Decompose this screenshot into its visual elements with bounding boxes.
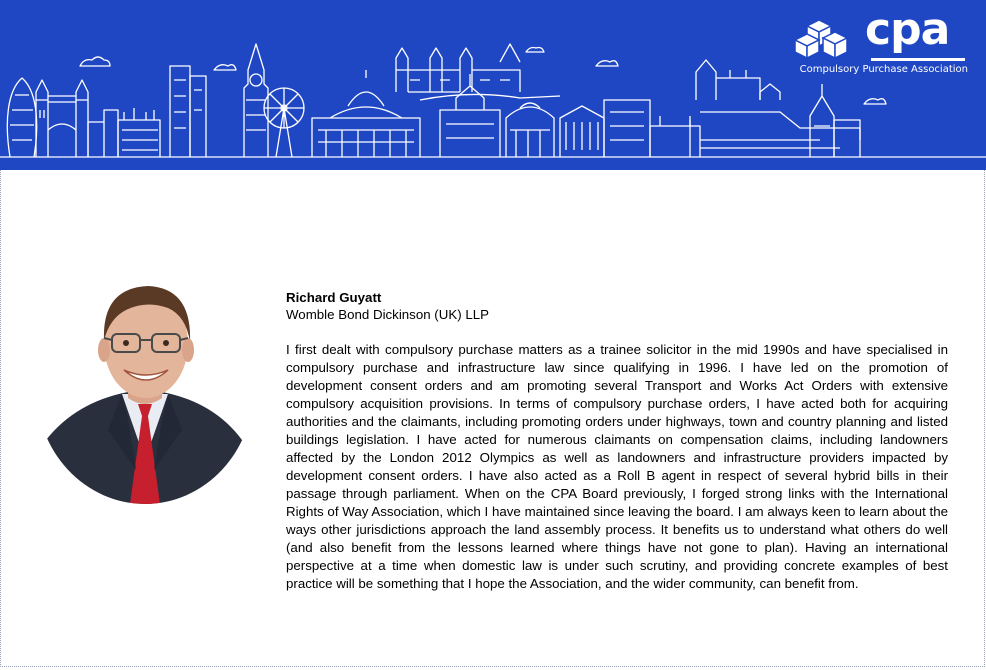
portrait-photo	[36, 270, 254, 504]
profile-firm: Womble Bond Dickinson (UK) LLP	[286, 307, 489, 322]
profile-name: Richard Guyatt	[286, 290, 382, 305]
header-banner	[0, 0, 986, 170]
profile-content	[286, 289, 948, 593]
profile-bio: I first dealt with compulsory purchase matters as a trainee solicitor in the mid 1990s and have specialised in compulsory purchase and infrastructure law since qualifying in 1996. I have led on the promotion of development consent orders and am promoting several Transport and Works Act Orders with extensive compulsory acquisition provisions. In terms of compulsory purchase orders, I have acted both for acquiring authorities and the claimants, including promoting orders under highways, town and country planning and listed buildings legislation. I have acted for numerous claimants on compensation claims, including landowners affected by the London 2012 Olympics as well as landowners and infrastructure providers impacted by development consent orders. I have also acted as a Roll B agent in respect of several hybrid bills in their passage through parliament. When on the CPA Board previously, I forged strong links with the International Rights of Way Association, which I have maintained since leaving the board. I am always keen to learn about the ways other jurisdictions approach the land assembly process. It benefits us to understand what others do well (and also benefit from the lessons learned where things have not gone to plan). Having an international perspective at a time when domestic law is under such scrutiny, and providing concrete examples of best practice will be something that I hope the Association, and the wider community, can benefit from.	[286, 342, 948, 591]
logo-underline	[871, 58, 965, 61]
logo-wordmark: cpa	[865, 4, 950, 55]
logo-subtitle: Compulsory Purchase Association	[799, 64, 968, 75]
cpa-logo[interactable]	[793, 4, 968, 80]
person-photo-icon	[36, 270, 254, 504]
cubes-icon	[793, 12, 859, 60]
